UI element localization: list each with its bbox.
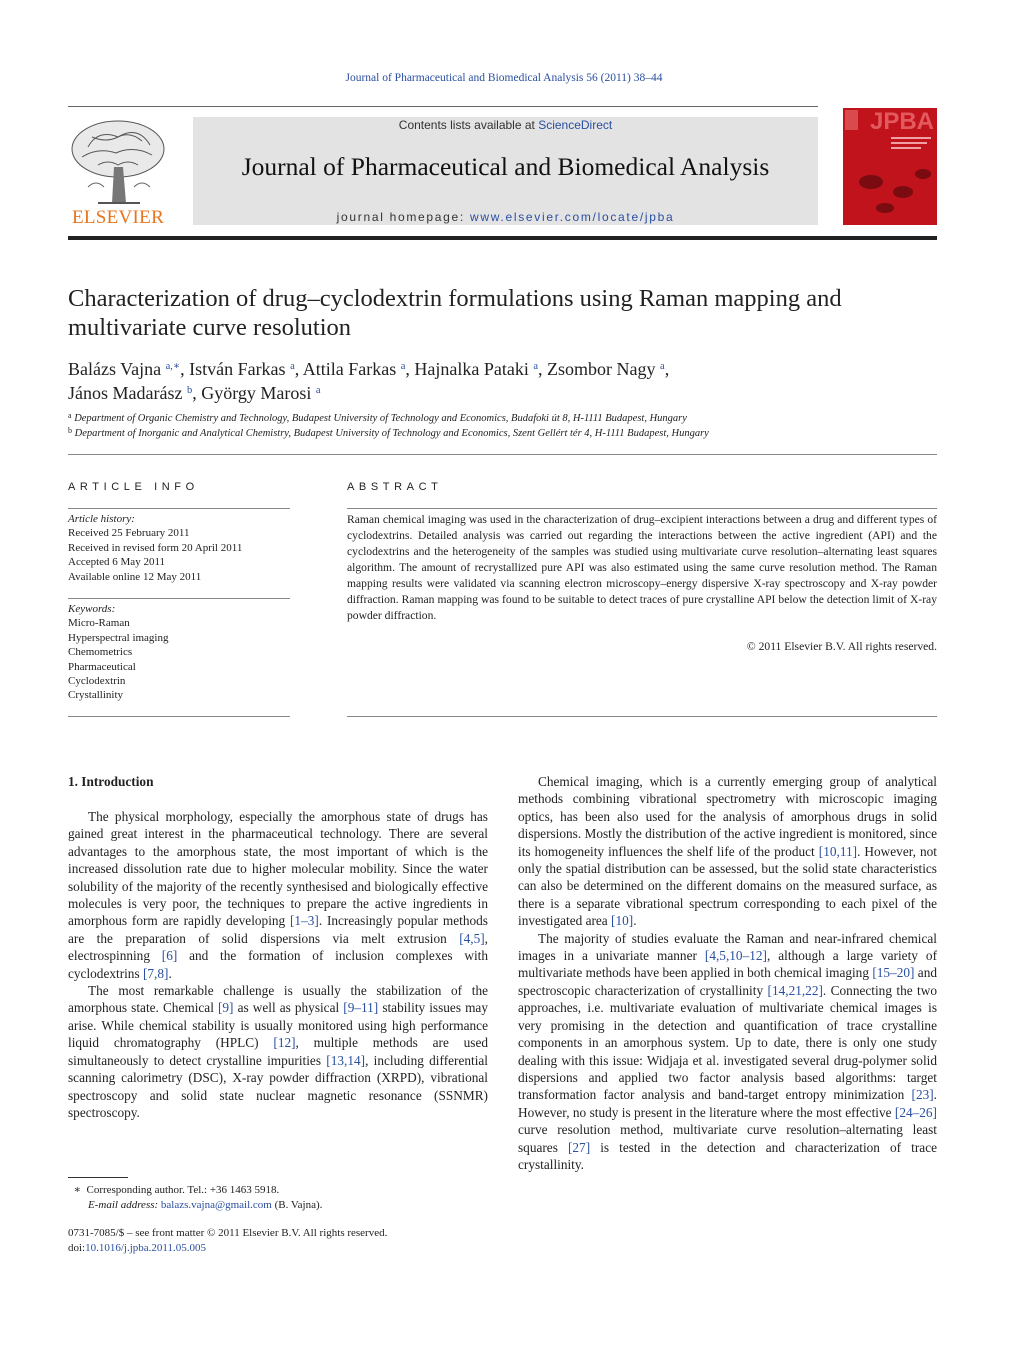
author-line-2 xyxy=(68,380,948,404)
header-thick-rule xyxy=(68,236,937,240)
body-paragraph xyxy=(68,808,488,982)
front-matter-line: 0731-7085/$ – see front matter © 2011 Elsevier B.V. All rights reserved. xyxy=(68,1227,388,1239)
body-left-column xyxy=(68,808,488,1121)
sciencedirect-link[interactable]: ScienceDirect xyxy=(538,118,613,132)
author: Attila Farkas $^a$, xyxy=(302,359,415,379)
homepage-prefix: journal homepage: xyxy=(336,210,470,224)
author-line-1 xyxy=(68,356,948,380)
section-heading: 1. Introduction xyxy=(68,774,154,789)
author: Hajnalka Pataki $^a$, xyxy=(414,359,548,379)
corresponding-author-note: ∗ Corresponding author. Tel.: +36 1463 5918. xyxy=(73,1184,280,1196)
citation-link[interactable]: [15–20] xyxy=(872,965,915,981)
cover-abbr: JPBA xyxy=(869,108,934,135)
author-list xyxy=(68,356,948,404)
email-note: E-mail address: balazs.vajna@gmail.com (B. Vajna). xyxy=(88,1198,323,1211)
article-info-heading: ARTICLE INFO xyxy=(68,481,199,493)
body-right-column xyxy=(518,773,937,1173)
history-accepted: Accepted 6 May 2011 xyxy=(68,556,166,569)
citation-link[interactable]: [24–26] xyxy=(894,1104,937,1120)
doi-line: doi:10.1016/j.jpba.2011.05.005 xyxy=(68,1242,207,1254)
footnote-rule xyxy=(68,1177,128,1178)
homepage-link[interactable]: www.elsevier.com/locate/jpba xyxy=(470,210,675,224)
body-text: The majority of studies evaluate the Raman and near-infrared chemical images in a univariate manner xyxy=(518,930,937,964)
body-text: . xyxy=(633,913,637,929)
footnote xyxy=(68,1183,488,1212)
body-paragraph xyxy=(518,773,937,930)
body-text: . However, no study is present in the literature where the most effective xyxy=(518,1087,937,1120)
body-text: . Connecting the two approaches, i.e. multivariate evaluation of multivariate chemical images is very promising in the detection and quantification of trace crystalline components in an amorphous system. Up to date, there is only one study dealing with this issue: Widjaja et al. investigated several drug-polymer solid dispersions and applied two factor analysis based algorithms: target transformation factor analysis and band-target entropy minimization xyxy=(518,982,937,1103)
body-text: curve resolution method, multivariate curve resolution–alternating least squares xyxy=(518,1122,937,1155)
history-received: Received 25 February 2011 xyxy=(68,527,190,540)
citation-link[interactable]: [10] xyxy=(611,913,634,929)
citation-link[interactable]: [7,8] xyxy=(142,965,169,981)
body-text: Chemical imaging, which is a currently emerging group of analytical methods combining vibrational spectrometry with microscopic imaging optics, has been also used for the analysis of amorphous drugs in solid dispersions. Mostly the distribution of the active ingredient is monitored, since its homogeneity influences the shelf life of the product xyxy=(518,774,937,859)
body-text: The most remarkable challenge is usually the stabilization of the amorphous state. Chemical xyxy=(68,983,488,1016)
body-text: . xyxy=(168,965,172,981)
contents-prefix: Contents lists available at xyxy=(398,118,539,132)
journal-homepage xyxy=(193,210,818,224)
citation-link[interactable]: [6] xyxy=(161,948,178,964)
affiliation-b: $^b$ Department of Inorganic and Analytical Chemistry, Budapest University of Technology and Economics, Szent Gellért tér 4, H-1111 Budapest, Hungary xyxy=(68,426,709,439)
citation-link[interactable]: [27] xyxy=(567,1139,591,1155)
keywords-rule xyxy=(68,598,290,599)
citation-link[interactable]: [4,5,10–12] xyxy=(704,948,767,964)
affiliation-divider xyxy=(68,454,937,455)
citation-link[interactable]: [9] xyxy=(217,1000,234,1016)
citation-link[interactable]: [4,5] xyxy=(459,930,485,946)
elsevier-logo-text: ELSEVIER xyxy=(71,207,165,228)
keyword: Cyclodextrin xyxy=(68,675,126,688)
keyword: Crystallinity xyxy=(68,689,123,702)
citation-link[interactable]: [23] xyxy=(911,1087,934,1103)
doi-link[interactable]: 10.1016/j.jpba.2011.05.005 xyxy=(85,1242,207,1254)
citation-link[interactable]: [1–3] xyxy=(290,913,319,929)
keyword: Pharmaceutical xyxy=(68,660,136,673)
author: István Farkas $^a$, xyxy=(189,359,303,379)
keyword: Chemometrics xyxy=(68,646,133,659)
journal-citation[interactable]: Journal of Pharmaceutical and Biomedical Analysis 56 (2011) 38–44 xyxy=(345,72,663,84)
body-text: stability issues may arise. While chemical stability is usually monitored using high performance liquid chromatography (HPLC) xyxy=(68,1000,488,1051)
abstract-text: Raman chemical imaging was used in the characterization of drug–excipient interactions between a drug and different types of cyclodextrins. Detailed analysis was carried out regarding the interactions between the active ingredient (API) and the cyclodextrins and the heterogeneity of the samples was studied using multivariate curve resolution–alternating least squares algorithm. The amount of recrystallized pure API was also estimated using the same curve resolution method. The Raman mapping results were validated via scanning electron microscopy–energy dispersive X-ray spectroscopy and X-ray powder diffraction. Raman mapping was found to be suitable to detect traces of pure crystalline API below the detection limit of X-ray powder diffraction. xyxy=(347,513,937,622)
abstract-bottom-rule xyxy=(347,716,937,717)
keyword: Hyperspectral imaging xyxy=(68,631,169,644)
author: Balázs Vajna $^{a,∗}$, xyxy=(68,359,190,379)
body-paragraph xyxy=(518,930,937,1174)
history-online: Available online 12 May 2011 xyxy=(68,570,202,583)
article-title: Characterization of drug–cyclodextrin formulations using Raman mapping and multivariate curve resolution xyxy=(68,285,842,341)
body-paragraph xyxy=(68,982,488,1121)
body-text: , electrospinning xyxy=(68,930,488,964)
keywords xyxy=(68,602,290,703)
citation-link[interactable]: [10,11] xyxy=(818,843,858,859)
body-text: , multiple methods are used simultaneously to detect crystalline impurities xyxy=(68,1035,489,1068)
article-info-bottom-rule xyxy=(68,716,290,717)
body-text: , although a large variety of multivariate methods have been applied in both chemical imaging xyxy=(518,948,937,981)
citation-link[interactable]: [14,21,22] xyxy=(767,982,823,998)
body-text: and spectroscopic characterization of crystallinity xyxy=(518,965,938,998)
author: Zsombor Nagy $^a$, xyxy=(547,359,670,379)
citation-link[interactable]: [9–11] xyxy=(343,1000,379,1016)
history-label: Article history: xyxy=(68,513,135,525)
author: János Madarász $^b$, xyxy=(68,383,202,403)
body-text: and the formation of inclusion complexes with cyclodextrins xyxy=(68,948,488,981)
keyword: Micro-Raman xyxy=(68,617,130,630)
issn-block xyxy=(68,1226,488,1256)
body-text: as well as physical xyxy=(233,1000,344,1016)
abstract-copyright: © 2011 Elsevier B.V. All rights reserved. xyxy=(746,640,937,653)
article-info-rule xyxy=(68,508,290,509)
body-text: . Increasingly popular methods are the preparation of solid dispersions via melt extrusion xyxy=(68,913,488,946)
author: György Marosi $^a$ xyxy=(201,383,321,403)
body-text: The physical morphology, especially the amorphous state of drugs has gained great interest in the pharmaceutical technology. There are several advantages to the amorphous state, the most important of which is the increased dissolution rate due to higher molecular mobility. Since the water solubility of the majority of the recently synthesised and biologically effective molecules is very poor, the techniques to prepare the active ingredients in amorphous form are rapidly developing xyxy=(68,809,488,929)
abstract-heading: ABSTRACT xyxy=(347,481,443,493)
abstract-rule xyxy=(347,508,937,509)
contents-line xyxy=(193,118,818,132)
citation-link[interactable]: [12] xyxy=(273,1035,296,1051)
email-link[interactable]: balazs.vajna@gmail.com xyxy=(160,1198,272,1211)
keywords-label: Keywords: xyxy=(68,603,116,615)
body-text: is tested in the detection and characterization of trace crystallinity. xyxy=(518,1139,938,1172)
header-divider xyxy=(68,106,818,107)
body-text: , including differential scanning calorimetry (DSC), X-ray powder diffraction (XRPD), vibrational spectroscopy and solid state nuclear magnetic resonance (SSNMR) spectroscopy. xyxy=(68,1052,488,1120)
history-revised: Received in revised form 20 April 2011 xyxy=(68,541,243,554)
article-history xyxy=(68,512,290,584)
journal-title: Journal of Pharmaceutical and Biomedical Analysis xyxy=(241,152,770,181)
journal-cover-thumbnail[interactable] xyxy=(843,108,937,225)
affiliation-a: $^a$ Department of Organic Chemistry and Technology, Budapest University of Technology and Economics, Budafoki út 8, H-1111 Budapest, Hungary xyxy=(68,411,687,424)
body-text: . However, not only the spatial distribution can be assessed, but the solid state characteristics can also be determined on the different domains on the measured surface, as there is a separate vibrational spectrum corresponding to each pixel of the investigated area xyxy=(518,843,937,929)
citation-link[interactable]: [13,14] xyxy=(326,1052,366,1068)
